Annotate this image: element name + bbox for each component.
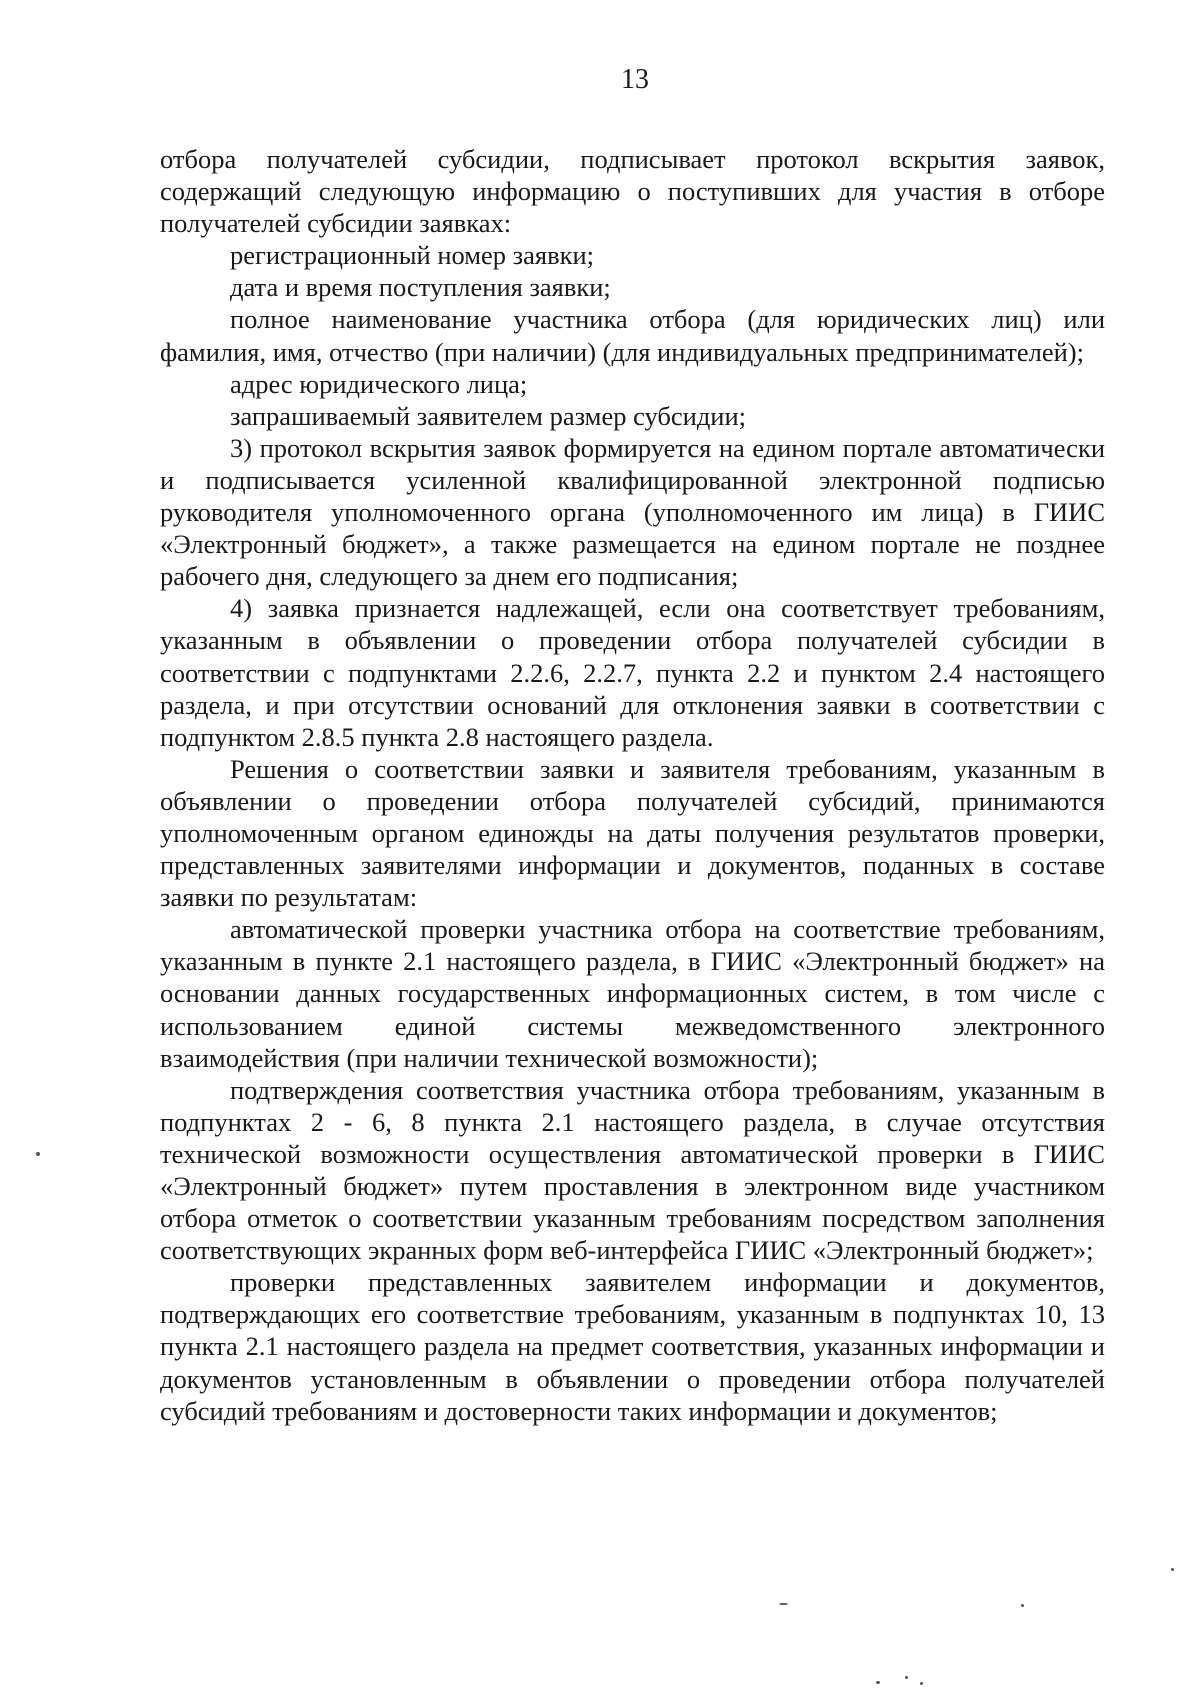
list-item: проверки представленных заявителем информации и документов, подтверждающих его соответствие требованиям, указанным в подпунктах 10, 13 пункта 2.1 настоящего раздела на предмет соответствия, указанных информации и документов установленным в объявлении о проведении отбора получателей субсидий требованиям и достоверности таких информации и документов; [160,1267,1105,1426]
paragraph: 3) протокол вскрытия заявок формируется на едином портале автоматически и подписывается усиленной квалифицированной электронной подписью руководителя уполномоченного органа (уполномоченного им лица) в ГИИС «Электронный бюджет», а также размещается на едином портале не позднее рабочего дня, следующего за днем его подписания; [160,432,1105,592]
paragraph: 4) заявка признается надлежащей, если она соответствует требованиям, указанным в объявлении о проведении отбора получателей субсидии в соответствии с подпунктами 2.2.6, 2.2.7, пункта 2.2 и пунктом 2.4 настоящего раздела, и при отсутствии оснований для отклонения заявки в соответствии с подпунктом 2.8.5 пункта 2.8 настоящего раздела. [160,593,1105,752]
paragraph: Решения о соответствии заявки и заявителя требованиям, указанным в объявлении о проведении отбора получателей субсидий, принимаются уполномоченным органом единожды на даты получения результатов проверки, представленных заявителями информации и документов, поданных в составе заявки по результатам: [160,753,1105,913]
list-item: регистрационный номер заявки; [230,240,595,271]
document-body [160,143,1105,1427]
scan-speck [920,1682,923,1685]
scan-speck [1171,1568,1174,1571]
scan-speck [905,1676,908,1679]
list-item: подтверждения соответствия участника отбора требованиям, указанным в подпунктах 2 - 6, 8 пункта 2.1 настоящего раздела, в случае отсутствия технической возможности осуществления автоматической проверки в ГИИС «Электронный бюджет» путем проставления в электронном виде участником отбора отметок о соответствии указанным требованиям посредством заполнения соответствующих экранных форм веб-интерфейса ГИИС «Электронный бюджет»; [160,1074,1105,1266]
list-item: полное наименование участника отбора (для юридических лиц) или фамилия, имя, отчество (при наличии) (для индивидуальных предпринимателей); [160,304,1105,367]
list-item: запрашиваемый заявителем размер субсидии; [230,400,747,431]
list-item: автоматической проверки участника отбора на соответствие требованиям, указанным в пункте 2.1 настоящего раздела, в ГИИС «Электронный бюджет» на основании данных государственных информационных систем, в том числе с использованием единой системы межведомственного электронного взаимодействия (при наличии технической возможности); [160,914,1105,1073]
scan-speck [779,1603,788,1605]
scan-speck [876,1681,880,1684]
paragraph: отбора получателей субсидии, подписывает протокол вскрытия заявок, содержащий следующую информацию о поступивших для участия в отборе получателей субсидии заявках: [160,144,1105,239]
list-item: дата и время поступления заявки; [230,272,611,303]
list-item: адрес юридического лица; [230,368,528,399]
scan-speck [36,1152,40,1156]
page-number: 13 [621,64,649,95]
scan-speck [1021,1604,1024,1607]
